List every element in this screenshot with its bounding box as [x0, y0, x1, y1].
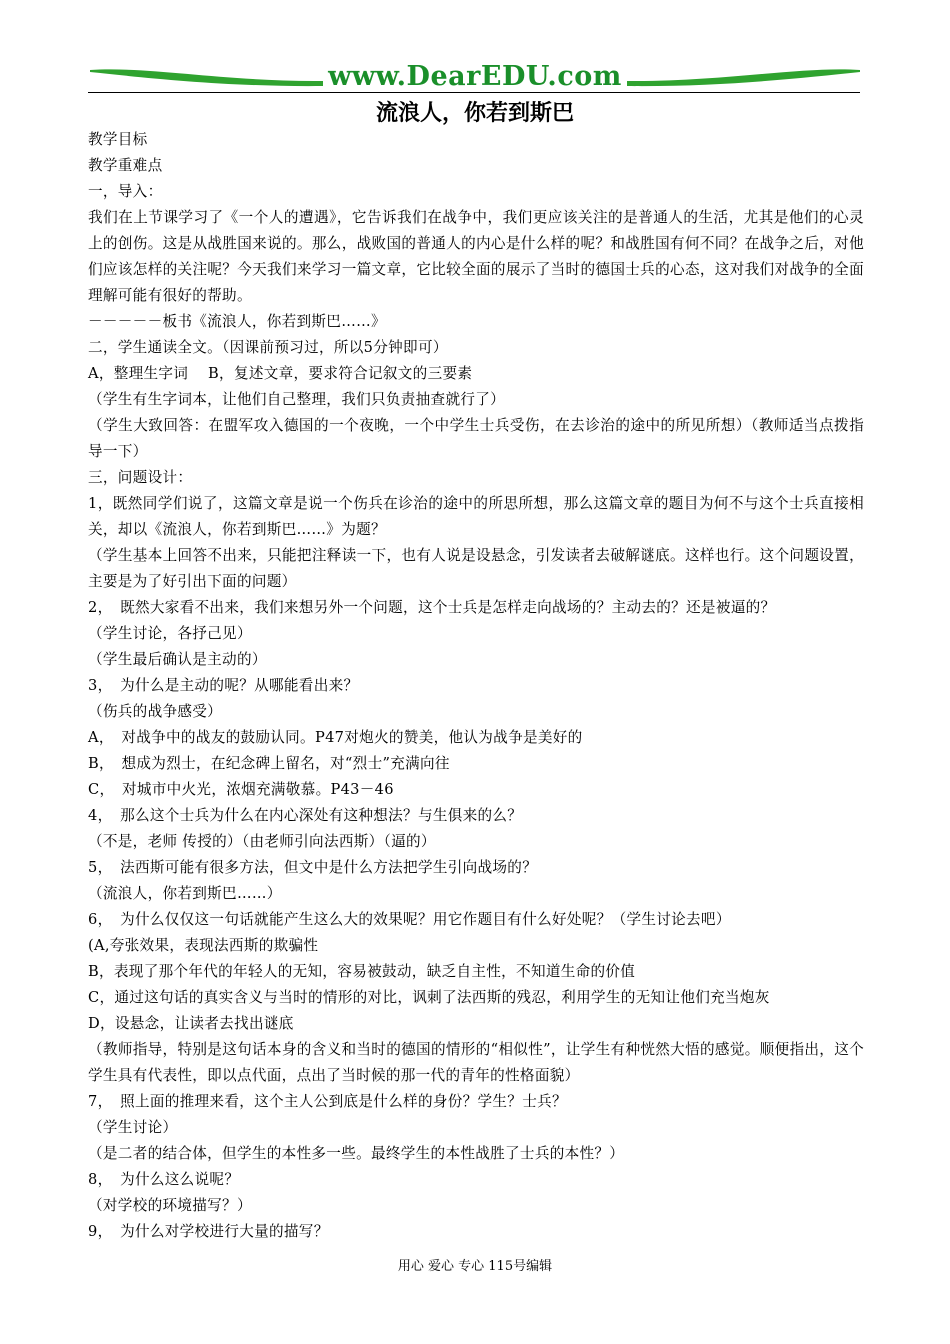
paragraph: 我们在上节课学习了《一个人的遭遇》，它告诉我们在战争中，我们更应该关注的是普通人的生活，尤其是他们的心灵上的创伤。这是从战胜国来说的。那么，战败国的普通人的内心是什么样的呢？和战胜国有何不同？在战争之后，对他们应该怎样的关注呢？今天我们来学习一篇文章，它比较全面的展示了当时的德国士兵的心态，这对我们对战争的全面理解可能有很好的帮助。: [88, 209, 864, 304]
paragraph: 5， 法西斯可能有很多方法，但文中是什么方法把学生引向战场的？: [88, 859, 538, 876]
paragraph: （学生大致回答：在盟军攻入德国的一个夜晚，一个中学生士兵受伤，在去诊治的途中的所见所想）（教师适当点拨指导一下）: [88, 417, 864, 460]
paragraph: （是二者的结合体，但学生的本性多一些。最终学生的本性战胜了士兵的本性？）: [88, 1145, 625, 1162]
paragraph: （伤兵的战争感受）: [88, 703, 223, 720]
site-header-logo: [88, 60, 862, 94]
paragraph: 教学目标: [88, 131, 148, 148]
paragraph: 4， 那么这个士兵为什么在内心深处有这种想法？与生俱来的么？: [88, 807, 523, 824]
paragraph: C，通过这句话的真实含义与当时的情形的对比，讽刺了法西斯的残忍，利用学生的无知让他们充当炮灰: [88, 989, 770, 1006]
paragraph: 一，导入：: [88, 183, 163, 200]
paragraph: －－－－－板书《流浪人，你若到斯巴……》: [88, 313, 386, 330]
paragraph: B，表现了那个年代的年轻人的无知，容易被鼓动，缺乏自主性，不知道生命的价值: [88, 963, 636, 980]
paragraph: （不是，老师 传授的）（由老师引向法西斯）（逼的）: [88, 833, 436, 850]
page-footer: 用心 爱心 专心 115号编辑: [397, 1259, 553, 1274]
paragraph: (A,夸张效果，表现法西斯的欺骗性: [88, 937, 319, 954]
paragraph: 7， 照上面的推理来看，这个主人公到底是什么样的身份？学生？士兵？: [88, 1093, 567, 1110]
paragraph: （教师指导，特别是这句话本身的含义和当时的德国的情形的“相似性”，让学生有种恍然大悟的感觉。顺便指出，这个学生具有代表性，即以点代面，点出了当时候的那一代的青年的性格面貌）: [88, 1041, 864, 1084]
paragraph: 2， 既然大家看不出来，我们来想另外一个问题，这个士兵是怎样走向战场的？主动去的？还是被逼的？: [88, 599, 776, 616]
paragraph: A，整理生字词 B，复述文章，要求符合记叙文的三要素: [88, 365, 473, 382]
paragraph: C， 对城市中火光，浓烟充满敬慕。P43－46: [88, 781, 394, 798]
paragraph: 1，既然同学们说了，这篇文章是说一个伤兵在诊治的途中的所思所想，那么这篇文章的题目为何不与这个士兵直接相关，却以《流浪人，你若到斯巴……》为题？: [88, 495, 864, 538]
paragraph: D，设悬念，让读者去找出谜底: [88, 1015, 294, 1032]
page-title: 流浪人，你若到斯巴: [375, 100, 574, 126]
paragraph: （对学校的环境描写？）: [88, 1197, 252, 1214]
paragraph: 9， 为什么对学校进行大量的描写？: [88, 1223, 329, 1240]
header-divider: [88, 92, 860, 93]
paragraph: 3， 为什么是主动的呢？从哪能看出来？: [88, 677, 359, 694]
paragraph: 教学重难点: [88, 157, 163, 174]
paragraph: 三，问题设计：: [88, 469, 193, 486]
paragraph: （学生讨论）: [88, 1119, 178, 1136]
site-logo-text[interactable]: www.DearEDU.com: [328, 61, 622, 92]
paragraph: （学生最后确认是主动的）: [88, 651, 267, 668]
paragraph: （学生有生字词本，让他们自己整理，我们只负责抽查就行了）: [88, 391, 506, 408]
paragraph: A， 对战争中的战友的鼓励认同。P47对炮火的赞美，他认为战争是美好的: [88, 729, 583, 746]
paragraph: B， 想成为烈士，在纪念碑上留名，对“烈士”充满向往: [88, 755, 450, 772]
paragraph: （流浪人，你若到斯巴……）: [88, 885, 282, 902]
paragraph: 6， 为什么仅仅这一句话就能产生这么大的效果呢？用它作题目有什么好处呢？（学生讨论去吧）: [88, 911, 731, 928]
lesson-body: [88, 127, 864, 1245]
paragraph: （学生讨论，各抒己见）: [88, 625, 252, 642]
paragraph: 二，学生通读全文。（因课前预习过，所以5分钟即可）: [88, 339, 448, 356]
paragraph: （学生基本上回答不出来，只能把注释读一下，也有人说是设悬念，引发读者去破解谜底。这样也行。这个问题设置，主要是为了好引出下面的问题）: [88, 547, 864, 590]
paragraph: 8， 为什么这么说呢？: [88, 1171, 240, 1188]
